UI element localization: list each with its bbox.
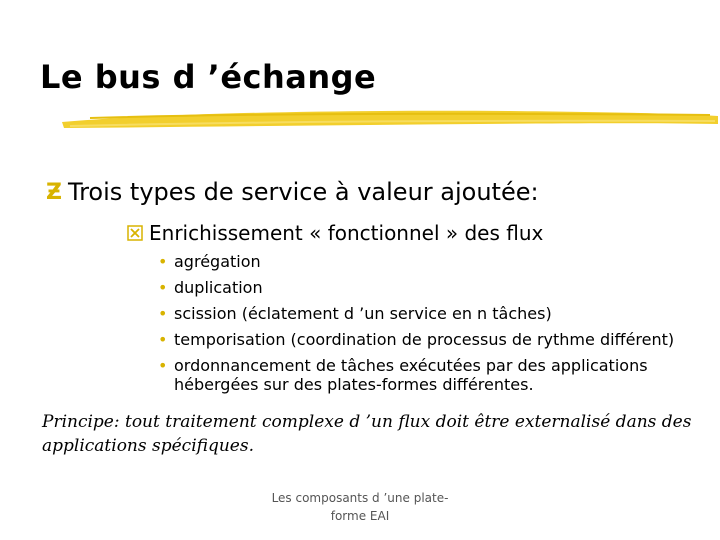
level2-bullet: [127, 221, 543, 245]
list-item-continuation: hébergées sur des plates-formes différentes.: [174, 375, 534, 394]
principle-line: Principe: tout traitement complexe d ’un flux doit être externalisé dans des: [42, 412, 692, 432]
list-item: • temporisation (coordination de processus de rythme différent): [158, 330, 674, 349]
principle-line: applications spécifiques.: [42, 436, 254, 456]
list-item: • duplication: [158, 278, 674, 297]
slide-footer: [250, 489, 470, 525]
footer-line: forme EAI: [330, 509, 390, 523]
list-item: • scission (éclatement d ’un service en n tâches): [158, 304, 674, 323]
list-item: • agrégation: [158, 252, 674, 271]
footer-line: Les composants d ’une plate-: [271, 491, 449, 505]
principle-text: [42, 410, 702, 458]
z-bullet-icon: Ƶ: [46, 179, 62, 205]
service-list: [158, 252, 674, 394]
slide-title: Le bus d ’échange: [40, 58, 377, 96]
list-item: • ordonnancement de tâches exécutées par des applications: [158, 356, 674, 375]
level1-bullet: [46, 178, 539, 206]
title-brush-underline: [60, 104, 720, 134]
checkbox-x-icon: [127, 225, 143, 241]
level2-text: Enrichissement « fonctionnel » des flux: [149, 221, 544, 245]
level1-text: Trois types de service à valeur ajoutée:: [67, 178, 539, 206]
